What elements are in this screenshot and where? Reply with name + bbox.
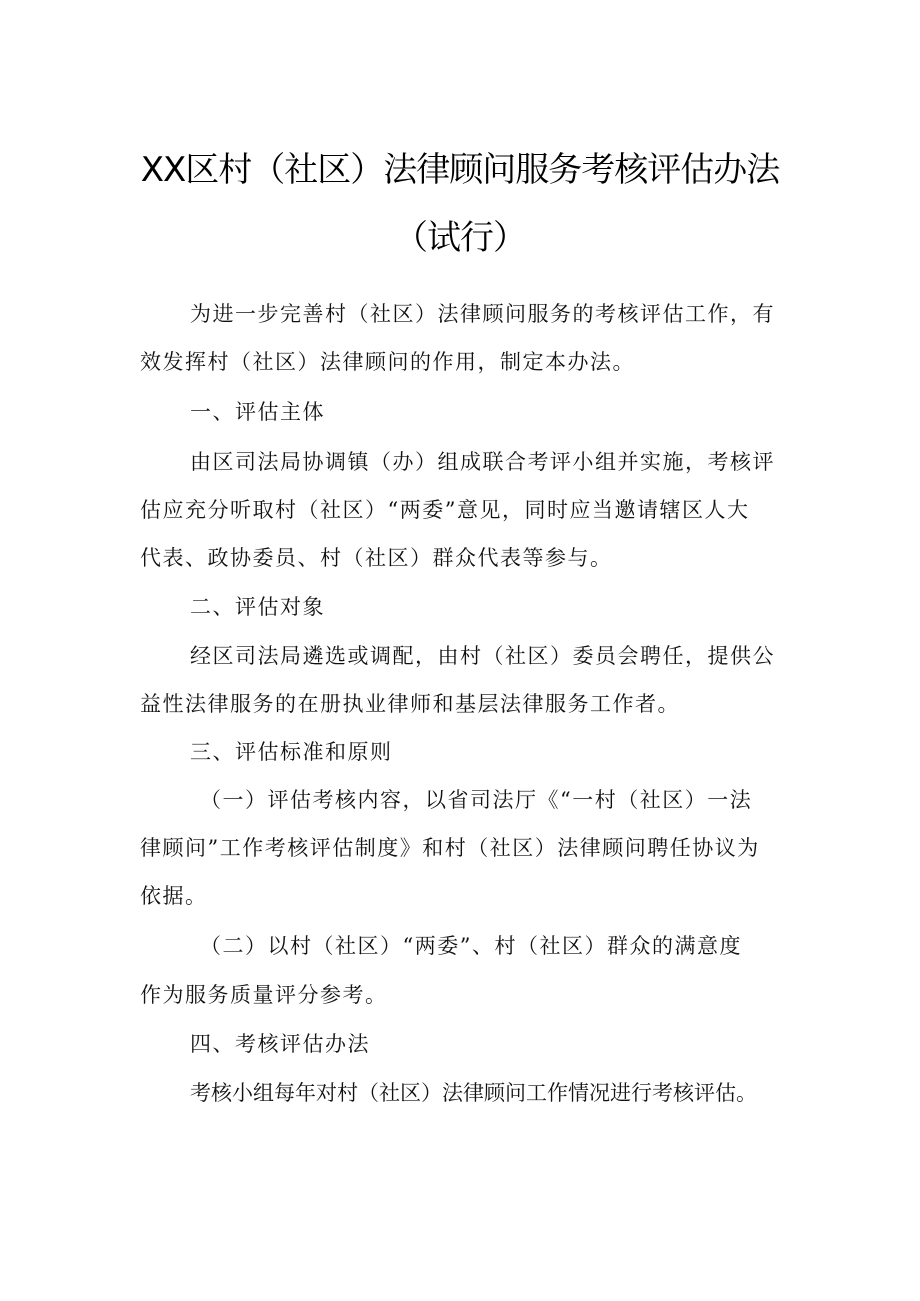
paragraph-intro-line: 为进一步完善村（社区）法律顾问服务的考核评估工作，有 [190,302,775,326]
paragraph-line: 代表、政协委员、村（社区）群众代表等参与。 [140,546,613,570]
paragraph-line: （一）评估考核内容，以省司法厅《“一村（社区）一法 [200,788,753,812]
section-heading: 一、评估主体 [190,400,325,424]
paragraph-intro-line: 效发挥村（社区）法律顾问的作用，制定本办法。 [140,350,635,374]
paragraph-line: 估应充分听取村（社区）“两委”意见，同时应当邀请辖区人大 [140,498,750,522]
paragraph-line: 由区司法局协调镇（办）组成联合考评小组并实施，考核评 [190,450,775,474]
document-title: XX区村（社区）法律顾问服务考核评估办法 [140,150,780,190]
document-title-suffix: （试行） [394,218,526,258]
paragraph-line: （二）以村（社区）“两委”、村（社区）群众的满意度 [200,934,742,958]
section-heading: 四、考核评估办法 [190,1032,370,1056]
paragraph-line: 律顾问”工作考核评估制度》和村（社区）法律顾问聘任协议为 [140,836,760,860]
section-heading: 二、评估对象 [190,595,325,619]
paragraph-line: 作为服务质量评分参考。 [140,983,388,1007]
paragraph-line: 益性法律服务的在册执业律师和基层法律服务工作者。 [140,692,680,716]
section-heading: 三、评估标准和原则 [190,740,393,764]
paragraph-line: 依据。 [140,884,208,908]
paragraph-line: 经区司法局遴选或调配，由村（社区）委员会聘任，提供公 [190,644,775,668]
paragraph-line: 考核小组每年对村（社区）法律顾问工作情况进行考核评估。 [190,1081,757,1105]
